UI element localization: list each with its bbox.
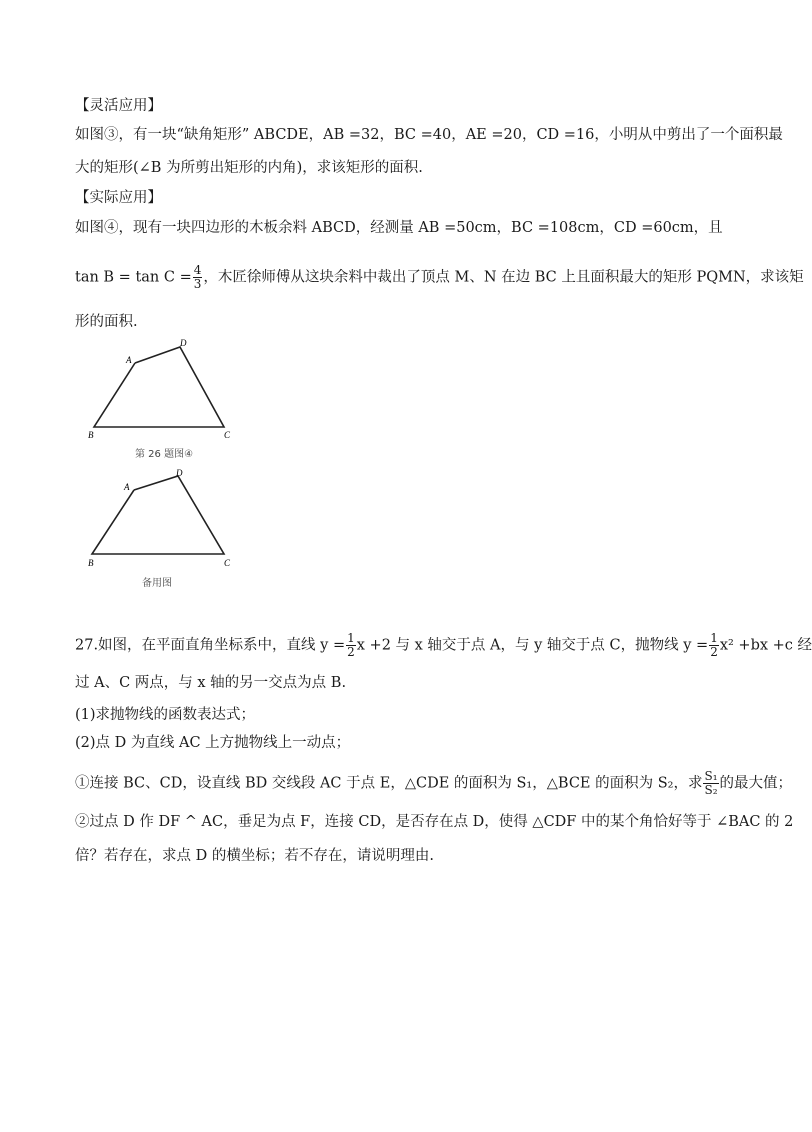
- heading-flexible-application: 【灵活应用】: [75, 98, 162, 114]
- vertex-label-a: A: [124, 482, 130, 492]
- figure-caption: 第 26 题图④: [135, 449, 194, 460]
- tan-expression: tan B = tan C =: [75, 269, 192, 286]
- question-part-2: (2)点 D 为直线 AC 上方抛物线上一动点；: [75, 735, 351, 751]
- problem-text-line: [75, 264, 804, 291]
- problem-text: ，木匠徐师傅从这块余料中裁出了顶点 M、N 在边 BC 上且面积最大的矩形 PQMN，求该矩: [203, 269, 804, 286]
- fraction: $\frac{1}{2}$: [347, 631, 355, 659]
- quadrilateral-figure-spare: [84, 468, 244, 578]
- fraction: $\frac{1}{2}$: [710, 631, 718, 659]
- fraction: $\frac{4}{3}$: [193, 263, 202, 291]
- fraction: $\frac{\text{S₁}}{\text{S₂}}$: [704, 769, 718, 797]
- question-subpart-2-cont: 倍？若存在，求点 D 的横坐标；若不存在，请说明理由.: [75, 848, 434, 864]
- vertex-label-b: B: [88, 558, 94, 568]
- problem-text-line: 大的矩形(∠B 为所剪出矩形的内角)，求该矩形的面积.: [75, 160, 423, 176]
- question-27-line: 27.如图，在平面直角坐标系中，直线 y = $\frac{1}{2}$ x +2 与 x 轴交于点 A，与 y 轴交于点 C，抛物线 y = $\frac{1}{2}$ x² +bx +c 经: [75, 631, 812, 659]
- vertex-label-c: C: [224, 558, 231, 568]
- problem-text-line: 如图③，有一块“缺角矩形” ABCDE，AB =32，BC =40，AE =20，CD =16，小明从中剪出了一个面积最: [75, 127, 783, 143]
- figure-caption: 备用图: [142, 578, 172, 589]
- quadrilateral-figure-4: [84, 335, 244, 445]
- vertex-label-a: A: [126, 355, 132, 365]
- question-part-1: (1)求抛物线的函数表达式；: [75, 707, 256, 723]
- heading-practical-application: 【实际应用】: [75, 190, 162, 206]
- question-subpart-2: ②过点 D 作 DF ^ AC，垂足为点 F，连接 CD，是否存在点 D，使得 △CDF 中的某个角恰好等于 ∠BAC 的 2: [75, 814, 794, 830]
- question-subpart-1: ①连接 BC、CD，设直线 BD 交线段 AC 于点 E，△CDE 的面积为 S₁，△BCE 的面积为 S₂，求 $\frac{\text{S₁}}{\text{S₂}}$ 的最大值；: [75, 769, 792, 797]
- question-27-line: 过 A、C 两点，与 x 轴的另一交点为点 B.: [75, 675, 347, 691]
- problem-text-line: 如图④，现有一块四边形的木板余料 ABCD，经测量 AB =50cm，BC =108cm，CD =60cm，且: [75, 220, 723, 236]
- vertex-label-d: D: [176, 468, 183, 478]
- vertex-label-c: C: [224, 430, 231, 440]
- problem-text-line: 形的面积.: [75, 314, 138, 330]
- vertex-label-b: B: [88, 430, 94, 440]
- vertex-label-d: D: [180, 338, 187, 348]
